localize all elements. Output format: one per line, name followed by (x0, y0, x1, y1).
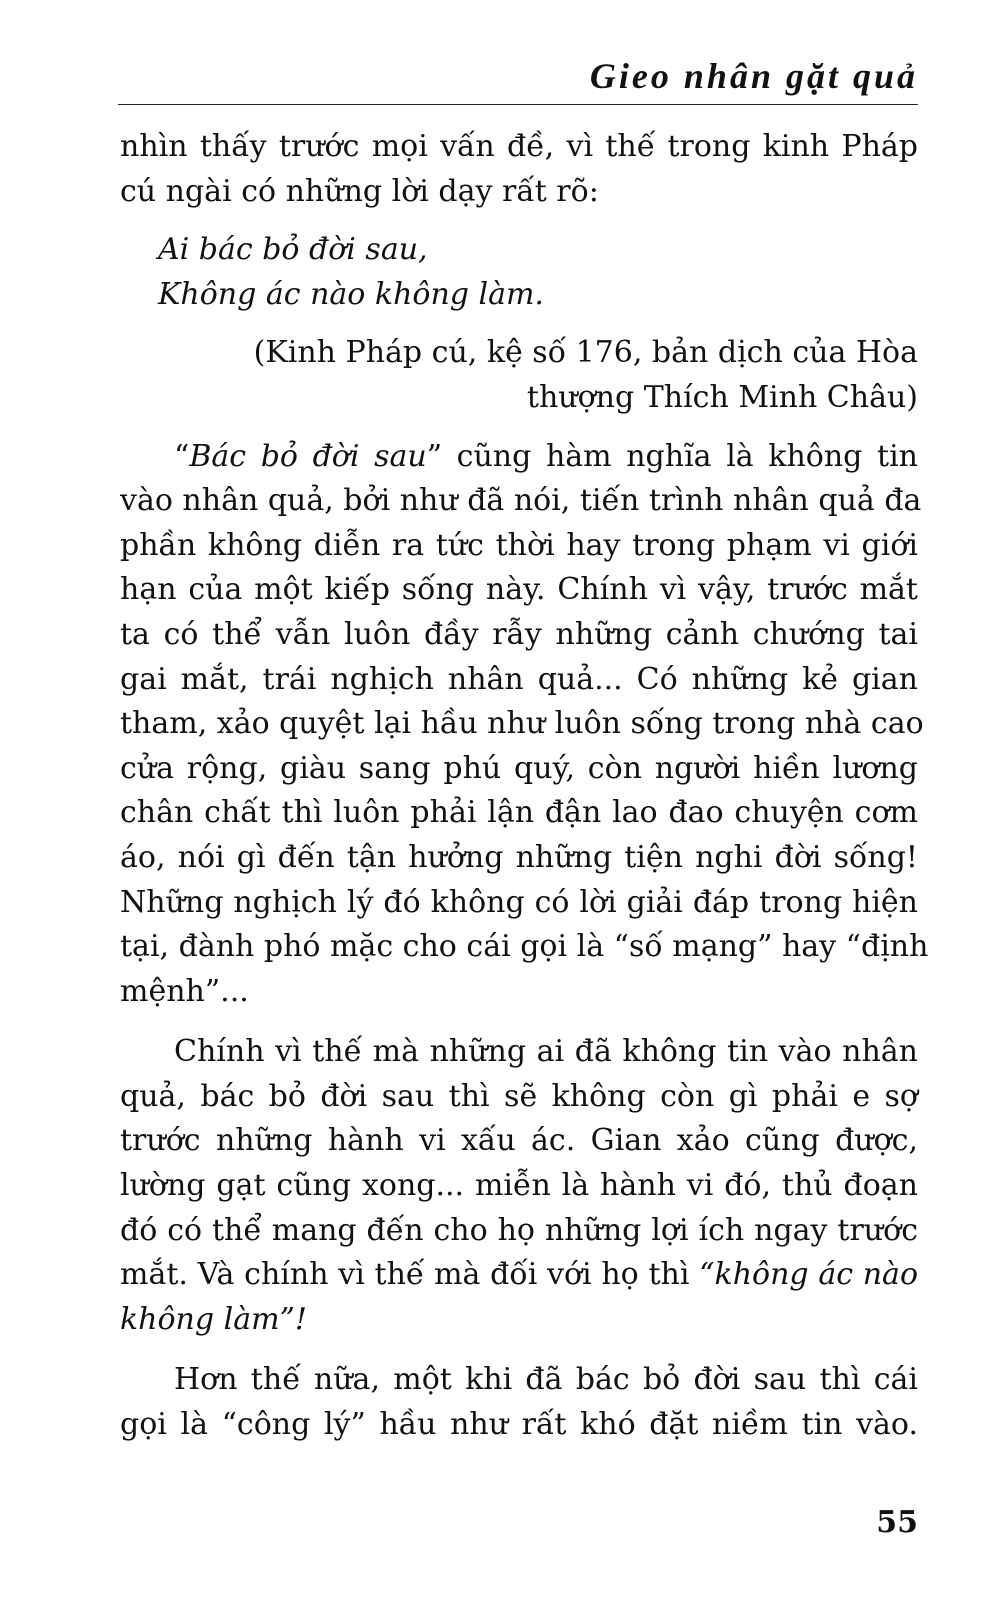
page-number: 55 (876, 1505, 918, 1540)
text-line: chân chất thì luôn phải lận đận lao đao chuyện cơm (120, 795, 918, 831)
text-line: không làm”! (120, 1301, 307, 1337)
text-line: quả, bác bỏ đời sau thì sẽ không còn gì phải e sợ (120, 1078, 918, 1114)
text-line: đó có thể mang đến cho họ những lợi ích ngay trước (120, 1212, 918, 1248)
running-header-title: Gieo nhân gặt quả (589, 56, 918, 96)
text-line: gọi là “công lý” hầu như rất khó đặt niềm tin vào. (120, 1407, 918, 1443)
paragraph-3 (120, 1030, 918, 1342)
text-line: lường gạt cũng xong... miễn là hành vi đó, thủ đoạn (120, 1168, 918, 1204)
paragraph-4 (120, 1358, 918, 1447)
paragraph-2 (120, 435, 929, 1015)
verse-line: Không ác nào không làm. (158, 276, 544, 312)
text-line: cửa rộng, giàu sang phú quý, còn người hiền lương (120, 750, 918, 786)
open-quote: “ (174, 438, 190, 474)
text-line: ta có thể vẫn luôn đầy rẫy những cảnh chướng tai (120, 616, 918, 652)
italic-phrase: Bác bỏ đời sau (189, 438, 427, 474)
citation-line: (Kinh Pháp cú, kệ số 176, bản dịch của Hòa (253, 335, 918, 371)
citation-line: thượng Thích Minh Châu) (526, 379, 918, 415)
text-line: nhìn thấy trước mọi vấn đề, vì thế trong kinh Pháp (120, 129, 918, 164)
citation (120, 331, 918, 420)
text-line: cú ngài có những lời dạy rất rõ: (120, 173, 599, 209)
text-line: phần không diễn ra tức thời hay trong phạm vi giới (120, 527, 918, 563)
text-line: tham, xảo quyệt lại hầu như luôn sống trong nhà cao (120, 706, 924, 742)
italic-phrase: “không ác nào (699, 1257, 919, 1293)
text-line: trước những hành vi xấu ác. Gian xảo cũng được, (120, 1123, 918, 1159)
text-run: mắt. Và chính vì thế mà đối với họ thì (120, 1257, 700, 1293)
running-header (118, 52, 918, 105)
paragraph-1 (120, 125, 918, 214)
text-line: mệnh”... (120, 973, 249, 1009)
text-line: vào nhân quả, bởi như đã nói, tiến trình nhân quả đa (120, 483, 922, 519)
text-line: áo, nói gì đến tận hưởng những tiện nghi đời sống! (120, 839, 918, 875)
text-line (120, 435, 918, 480)
text-line: Hơn thế nữa, một khi đã bác bỏ đời sau thì cái (174, 1362, 918, 1398)
text-run: ” cũng hàm nghĩa là không tin (426, 438, 918, 474)
text-line: Những nghịch lý đó không có lời giải đáp trong hiện (120, 884, 918, 920)
text-line: Chính vì thế mà những ai đã không tin vào nhân (174, 1034, 918, 1070)
verse-quote (120, 228, 918, 317)
text-line (120, 1253, 918, 1298)
text-line: gai mắt, trái nghịch nhân quả... Có những kẻ gian (120, 661, 918, 697)
verse-line: Ai bác bỏ đời sau, (158, 232, 428, 268)
text-line: hạn của một kiếp sống này. Chính vì vậy, trước mắt (120, 572, 918, 608)
body-text (120, 125, 929, 1448)
text-line: tại, đành phó mặc cho cái gọi là “số mạng” hay “định (120, 929, 929, 965)
